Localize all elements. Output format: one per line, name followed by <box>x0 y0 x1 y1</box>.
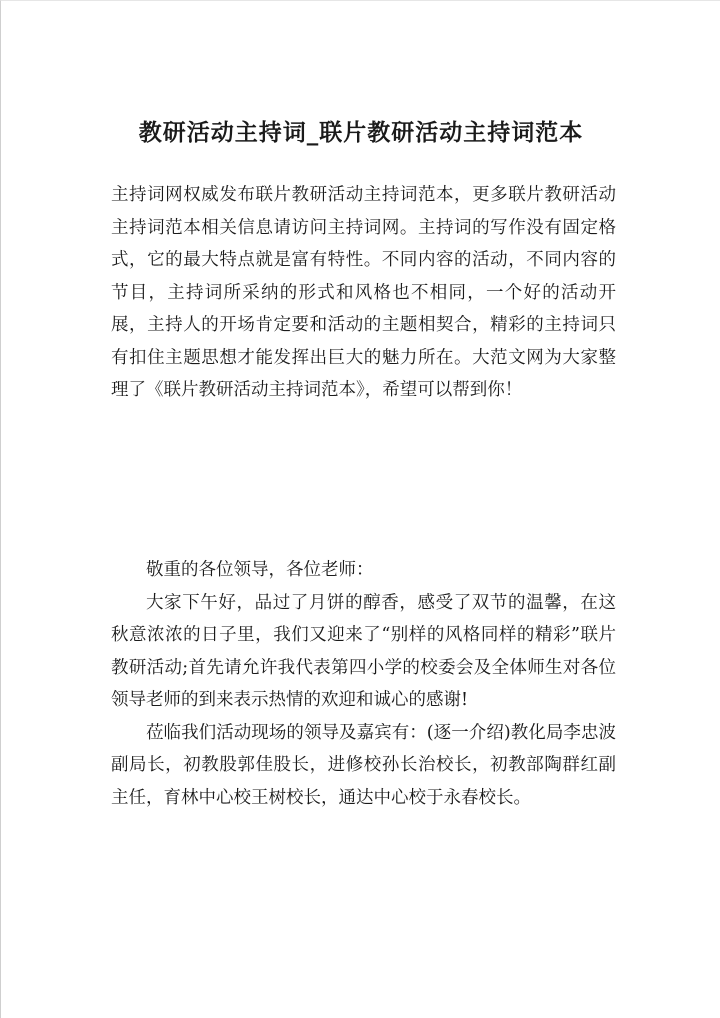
document-title: 教研活动主持词_联片教研活动主持词范本 <box>138 119 584 146</box>
greeting-line: 敬重的各位领导，各位老师： <box>146 560 374 580</box>
welcome-paragraph: 大家下午好，品过了月饼的醇香，感受了双节的温馨，在这秋意浓浓的日子里，我们又迎来了“别样的风格同样的精彩”联片教研活动;首先请允许我代表第四小学的校委会及全体师生对各位领导老师的到来表示热情的欢迎和诚心的感谢! <box>111 592 616 710</box>
intro-paragraph: 主持词网权威发布联片教研活动主持词范本，更多联片教研活动主持词范本相关信息请访问主持词网。主持词的写作没有固定格式，它的最大特点就是富有特性。不同内容的活动，不同内容的节目，主持词所采纳的形式和风格也不相同，一个好的活动开展，主持人的开场肯定要和活动的主题相契合，精彩的主持词只有扣住主题思想才能发挥出巨大的魅力所在。大范文网为大家整理了《联片教研活动主持词范本》，希望可以帮到你！ <box>111 185 616 400</box>
guest-introduction-paragraph: 莅临我们活动现场的领导及嘉宾有：(逐一介绍)教化局李忠波副局长，初教股郭佳股长，进修校孙长治校长，初教部陶群红副主任，育林中心校王树校长，通达中心校于永春校长。 <box>111 722 616 808</box>
speech-body <box>111 554 616 814</box>
